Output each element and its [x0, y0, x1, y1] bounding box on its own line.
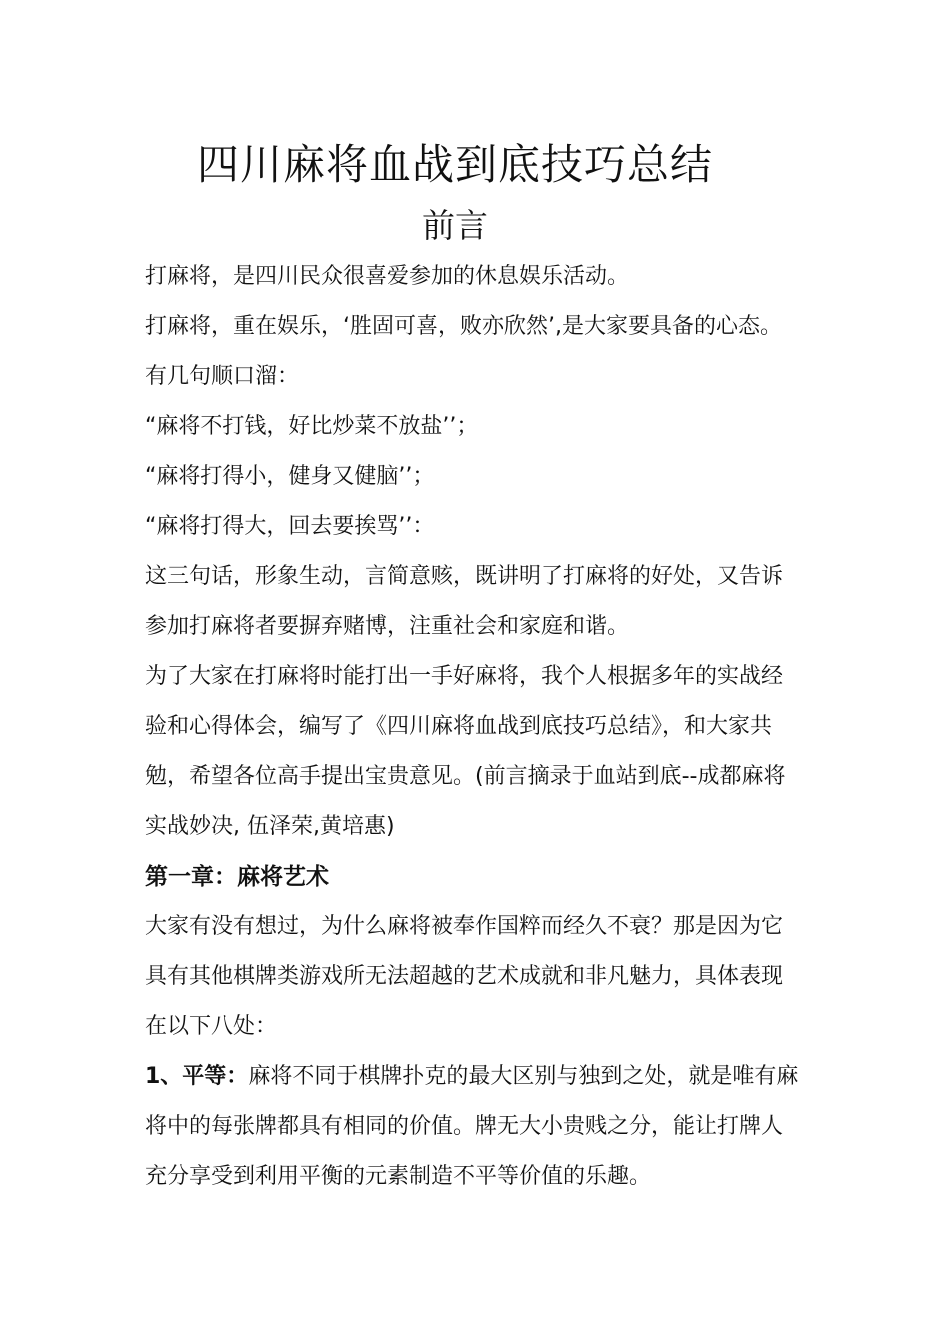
paragraph-line: 具有其他棋牌类游戏所无法超越的艺术成就和非凡魅力，具体表现 — [145, 964, 784, 989]
paragraph-line: “麻将打得小，健身又健脑’’； — [145, 464, 435, 489]
paragraph-line: 验和心得体会，编写了《四川麻将血战到底技巧总结》，和大家共 — [145, 714, 773, 739]
paragraph-line: 打麻将，是四川民众很喜爱参加的休息娱乐活动。 — [145, 264, 630, 289]
paragraph-line: 在以下八处： — [145, 1014, 278, 1039]
paragraph-line: 有几句顺口溜： — [145, 364, 300, 389]
paragraph-line: 勉，希望各位高手提出宝贵意见。(前言摘录于血站到底--成都麻将 — [145, 764, 786, 789]
document-title: 四川麻将血战到底技巧总结 — [196, 140, 713, 189]
point-text: 麻将不同于棋牌扑克的最大区别与独到之处，就是唯有麻 — [248, 1064, 799, 1089]
paragraph-line: “麻将不打钱，好比炒菜不放盐’’； — [145, 414, 479, 439]
paragraph-line: 打麻将，重在娱乐，‘胜固可喜，败亦欣然’,是大家要具备的心态。 — [145, 314, 782, 339]
preface-heading: 前言 — [422, 206, 488, 245]
paragraph-line: 将中的每张牌都具有相同的价值。牌无大小贵贱之分，能让打牌人 — [145, 1114, 784, 1139]
chapter-heading: 第一章：麻将艺术 — [145, 864, 329, 890]
paragraph-line: 参加打麻将者要摒弃赌博，注重社会和家庭和谐。 — [145, 614, 630, 639]
point-label: 1、平等： — [145, 1064, 249, 1089]
point-line — [145, 1052, 815, 1102]
document-body — [145, 252, 815, 1202]
paragraph-line: 充分享受到利用平衡的元素制造不平等价值的乐趣。 — [145, 1164, 652, 1189]
paragraph-line: 为了大家在打麻将时能打出一手好麻将，我个人根据多年的实战经 — [145, 664, 784, 689]
paragraph-line: “麻将打得大，回去要挨骂’’： — [145, 514, 435, 539]
paragraph-line: 大家有没有想过，为什么麻将被奉作国粹而经久不衰？那是因为它 — [145, 914, 784, 939]
paragraph-line: 实战妙决, 伍泽荣,黄培惠) — [145, 814, 395, 839]
paragraph-line: 这三句话，形象生动，言简意赅，既讲明了打麻将的好处，又告诉 — [145, 564, 784, 589]
